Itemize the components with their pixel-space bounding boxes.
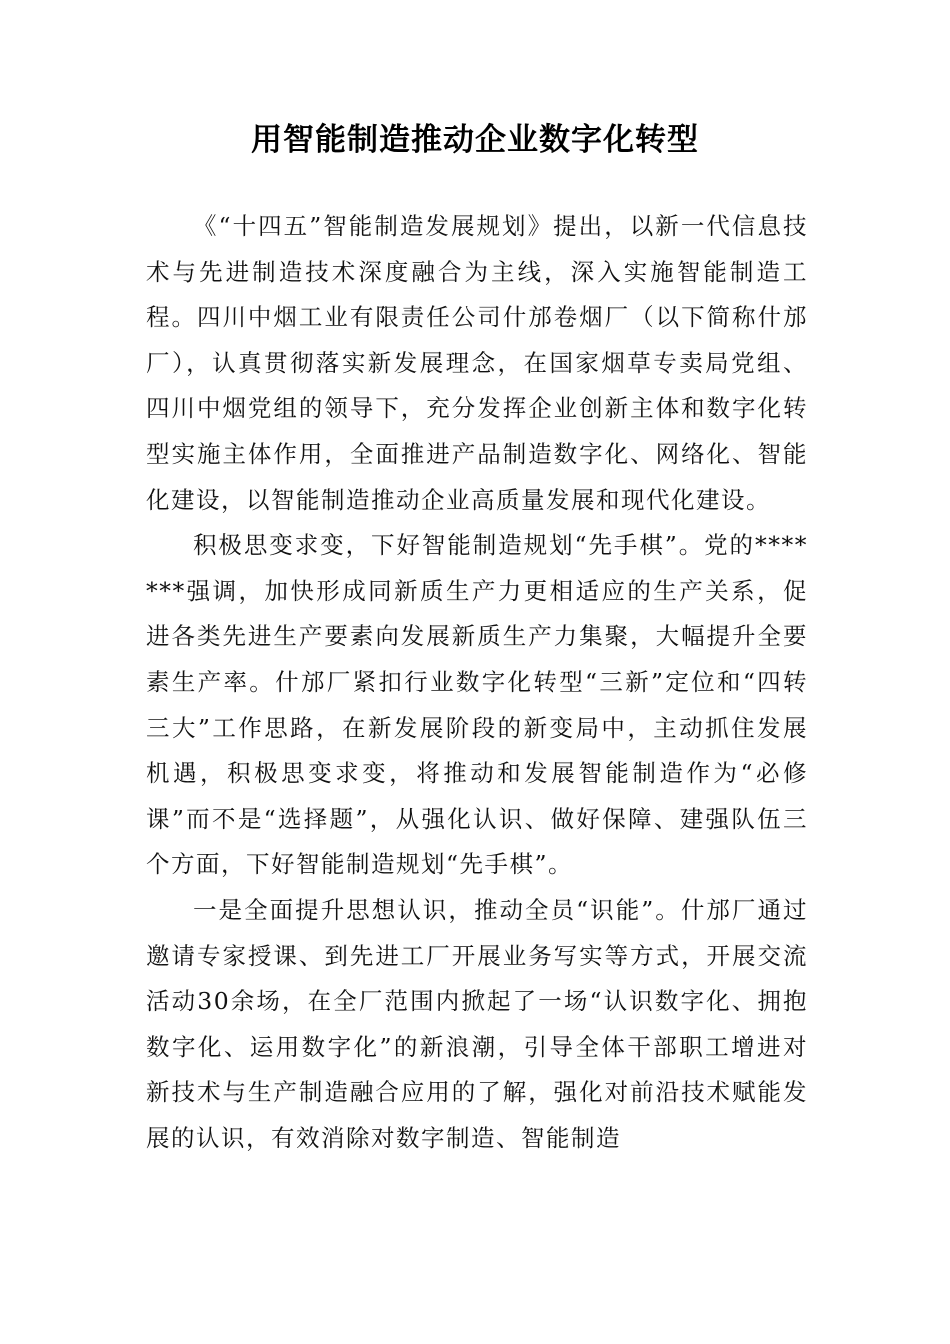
paragraph-intro: 《“十四五”智能制造发展规划》提出，以新一代信息技术与先进制造技术深度融合为主线，深入实施智能制造工程。四川中烟工业有限责任公司什邡卷烟厂（以下简称什邡厂），认真贯彻落实新发展理念，在国家烟草专卖局党组、四川中烟党组的领导下，充分发挥企业创新主体和数字化转型实施主体作用，全面推进产品制造数字化、网络化、智能化建设，以智能制造推动企业高质量发展和现代化建设。 (146, 212, 808, 514)
paragraph-planning: 积极思变求变，下好智能制造规划“先手棋”。党的*******强调，加快形成同新质生产力更相适应的生产关系，促进各类先进生产要素向发展新质生产力集聚，大幅提升全要素生产率。什邡厂紧扣行业数字化转型“三新”定位和“四转三大”工作思路，在新发展阶段的新变局中，主动抓住发展机遇，积极思变求变，将推动和发展智能制造作为“必修课”而不是“选择题”，从强化认识、做好保障、建强队伍三个方面，下好智能制造规划“先手棋”。 (146, 531, 808, 879)
document-body (146, 204, 808, 1161)
paragraph-awareness: 一是全面提升思想认识，推动全员“识能”。什邡厂通过邀请专家授课、到先进工厂开展业务写实等方式，开展交流活动30余场，在全厂范围内掀起了一场“认识数字化、拥抱数字化、运用数字化”的新浪潮，引导全体干部职工增进对新技术与生产制造融合应用的了解，强化对前沿技术赋能发展的认识，有效消除对数字制造、智能制造 (146, 895, 808, 1152)
document-title: 用智能制造推动企业数字化转型 (251, 122, 699, 158)
